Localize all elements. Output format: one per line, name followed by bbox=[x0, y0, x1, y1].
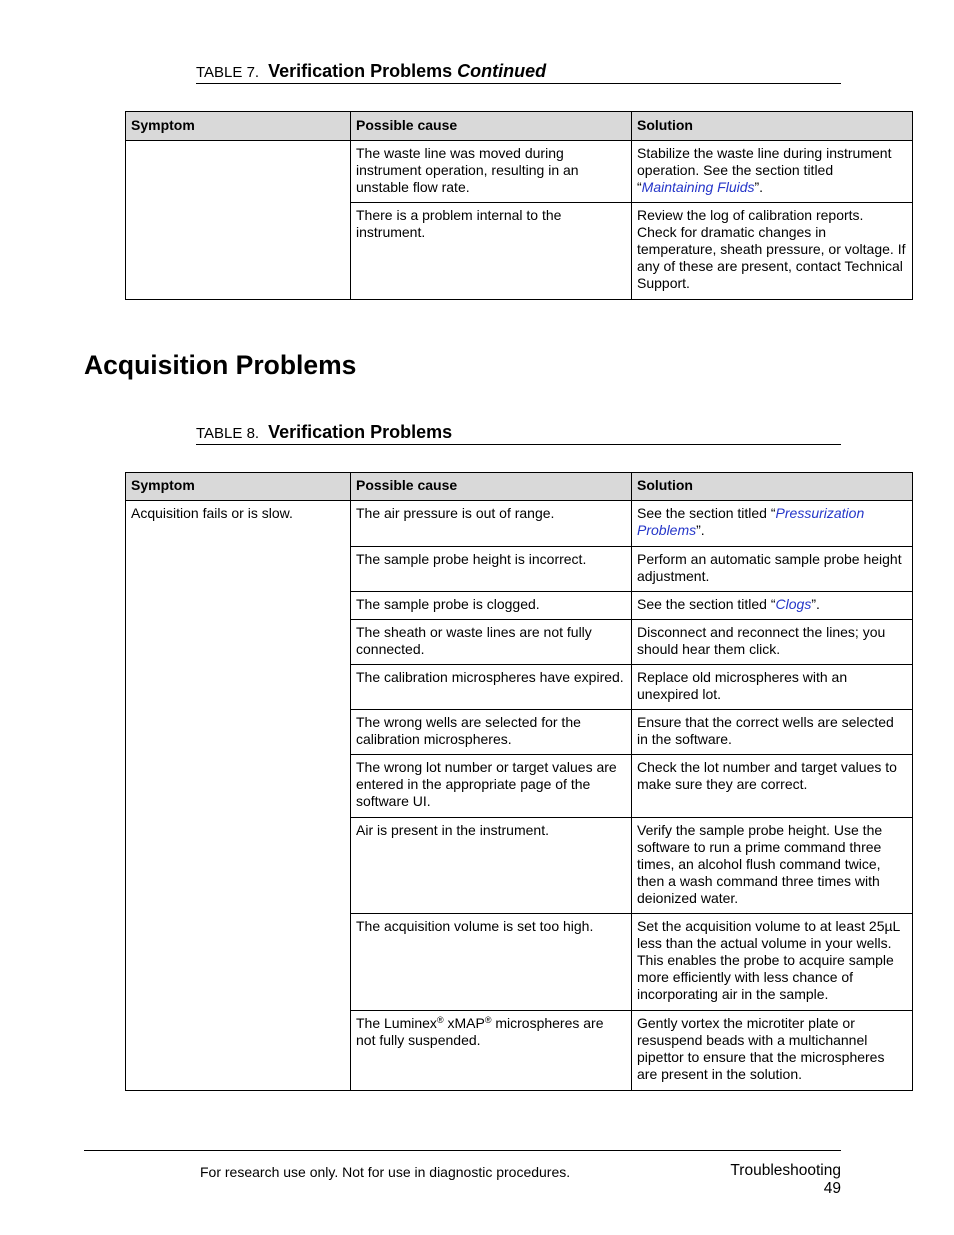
verification-problems-continued-table bbox=[125, 111, 913, 300]
possible-cause-cell: The sheath or waste lines are not fully connected. bbox=[351, 620, 632, 664]
verification-problems-table bbox=[125, 472, 913, 1091]
pressurization-problems-link[interactable]: Pressurization Problems bbox=[637, 505, 865, 538]
solution-cell: Set the acquisition volume to at least 25µL less than the actual volume in your wells. This enables the probe to acquire sample more efficiently with less chance of incorporating air in the sample. bbox=[637, 918, 900, 1002]
possible-cause-cell: The air pressure is out of range. bbox=[351, 501, 632, 546]
cause-text: microspheres are not fully suspended. bbox=[356, 1015, 604, 1048]
table-row bbox=[351, 141, 912, 203]
table-row bbox=[351, 914, 912, 1011]
registered-mark: ® bbox=[436, 1015, 444, 1025]
symptom-cell: Acquisition fails or is slow. bbox=[126, 501, 351, 1090]
table-body bbox=[126, 501, 912, 1090]
solution-cell: Ensure that the correct wells are selected in the software. bbox=[637, 714, 894, 747]
cause-text: xMAP bbox=[443, 1015, 485, 1031]
possible-cause-cell: The calibration microspheres have expired. bbox=[351, 665, 632, 709]
solution-cell: Verify the sample probe height. Use the software to run a prime command three times, an alcohol flush command twice, then a wash command three times with deionized water. bbox=[637, 822, 883, 906]
table-body bbox=[126, 141, 912, 299]
possible-cause-cell: Air is present in the instrument. bbox=[351, 818, 632, 913]
table-title: Verification Problems bbox=[268, 422, 453, 442]
footer-disclaimer: For research use only. Not for use in diagnostic procedures. bbox=[200, 1164, 571, 1180]
table-rows bbox=[351, 141, 912, 299]
solution-text-end: ”. bbox=[754, 179, 764, 195]
page-number: 49 bbox=[823, 1180, 841, 1197]
table-row bbox=[351, 501, 912, 547]
possible-cause-cell: There is a problem internal to the instrument. bbox=[351, 203, 632, 299]
solution-cell: Disconnect and reconnect the lines; you should hear them click. bbox=[637, 624, 886, 657]
clogs-link[interactable]: Clogs bbox=[775, 596, 812, 612]
table-title-group bbox=[268, 60, 546, 82]
footer-right bbox=[730, 1162, 841, 1198]
table-rows bbox=[351, 501, 912, 1090]
solution-cell bbox=[632, 592, 912, 619]
header-possible-cause: Possible cause bbox=[351, 112, 632, 140]
table-row bbox=[351, 547, 912, 592]
table-7-caption bbox=[196, 60, 841, 84]
possible-cause-cell: The waste line was moved during instrument operation, resulting in an unstable flow rate. bbox=[351, 141, 632, 202]
possible-cause-cell: The sample probe height is incorrect. bbox=[351, 547, 632, 591]
solution-text: See the section titled “ bbox=[637, 596, 776, 612]
solution-text: See the section titled “ bbox=[637, 505, 776, 521]
solution-cell bbox=[632, 203, 912, 299]
possible-cause-cell bbox=[351, 1011, 632, 1090]
possible-cause-cell: The wrong lot number or target values are entered in the appropriate page of the software UI. bbox=[351, 755, 632, 817]
table-header-row bbox=[126, 473, 912, 501]
solution-text: Review the log of calibration reports. bbox=[637, 207, 864, 223]
table-row bbox=[351, 592, 912, 620]
solution-cell: Gently vortex the microtiter plate or resuspend beads with a multichannel pipettor to ensure that the microspheres are present in the solution. bbox=[637, 1015, 885, 1082]
table-row bbox=[351, 203, 912, 299]
table-row bbox=[351, 710, 912, 755]
table-title: Verification Problems bbox=[268, 61, 453, 81]
header-symptom: Symptom bbox=[126, 473, 351, 500]
solution-text-end: ”. bbox=[811, 596, 820, 612]
solution-cell bbox=[632, 141, 912, 202]
solution-text-continued: Check for dramatic changes in temperature, sheath pressure, or voltage. If any of these are present, contact Technical Support. bbox=[637, 224, 906, 291]
symptom-cell bbox=[126, 141, 351, 299]
header-symptom: Symptom bbox=[126, 112, 351, 140]
table-title-continued: Continued bbox=[457, 61, 547, 81]
table-label: TABLE 7. bbox=[196, 64, 260, 81]
table-row bbox=[351, 818, 912, 914]
table-row bbox=[351, 1011, 912, 1090]
table-header-row bbox=[126, 112, 912, 141]
solution-cell: Replace old microspheres with an unexpired lot. bbox=[637, 669, 848, 702]
section-heading: Acquisition Problems bbox=[84, 350, 357, 380]
possible-cause-cell: The sample probe is clogged. bbox=[351, 592, 632, 619]
footer-rule bbox=[84, 1150, 841, 1151]
solution-cell bbox=[632, 501, 912, 546]
footer-section-name: Troubleshooting bbox=[730, 1162, 841, 1179]
header-solution: Solution bbox=[637, 477, 693, 493]
solution-cell: Perform an automatic sample probe height adjustment. bbox=[637, 551, 902, 584]
solution-cell: Check the lot number and target values to make sure they are correct. bbox=[637, 759, 897, 792]
registered-mark: ® bbox=[484, 1015, 492, 1025]
table-row bbox=[351, 755, 912, 818]
solution-text-end: ”. bbox=[696, 522, 705, 538]
table-8-caption bbox=[196, 421, 841, 445]
maintaining-fluids-link[interactable]: Maintaining Fluids bbox=[641, 179, 755, 195]
header-solution: Solution bbox=[637, 117, 693, 133]
header-possible-cause: Possible cause bbox=[351, 473, 632, 500]
possible-cause-cell: The acquisition volume is set too high. bbox=[351, 914, 632, 1010]
cause-text: The Luminex bbox=[356, 1015, 437, 1031]
possible-cause-cell: The wrong wells are selected for the calibration microspheres. bbox=[351, 710, 632, 754]
solution-text: Stabilize the waste line during instrument operation. See the section titled “ bbox=[637, 145, 892, 195]
table-row bbox=[351, 620, 912, 665]
table-row bbox=[351, 665, 912, 710]
table-label: TABLE 8. bbox=[196, 425, 260, 442]
